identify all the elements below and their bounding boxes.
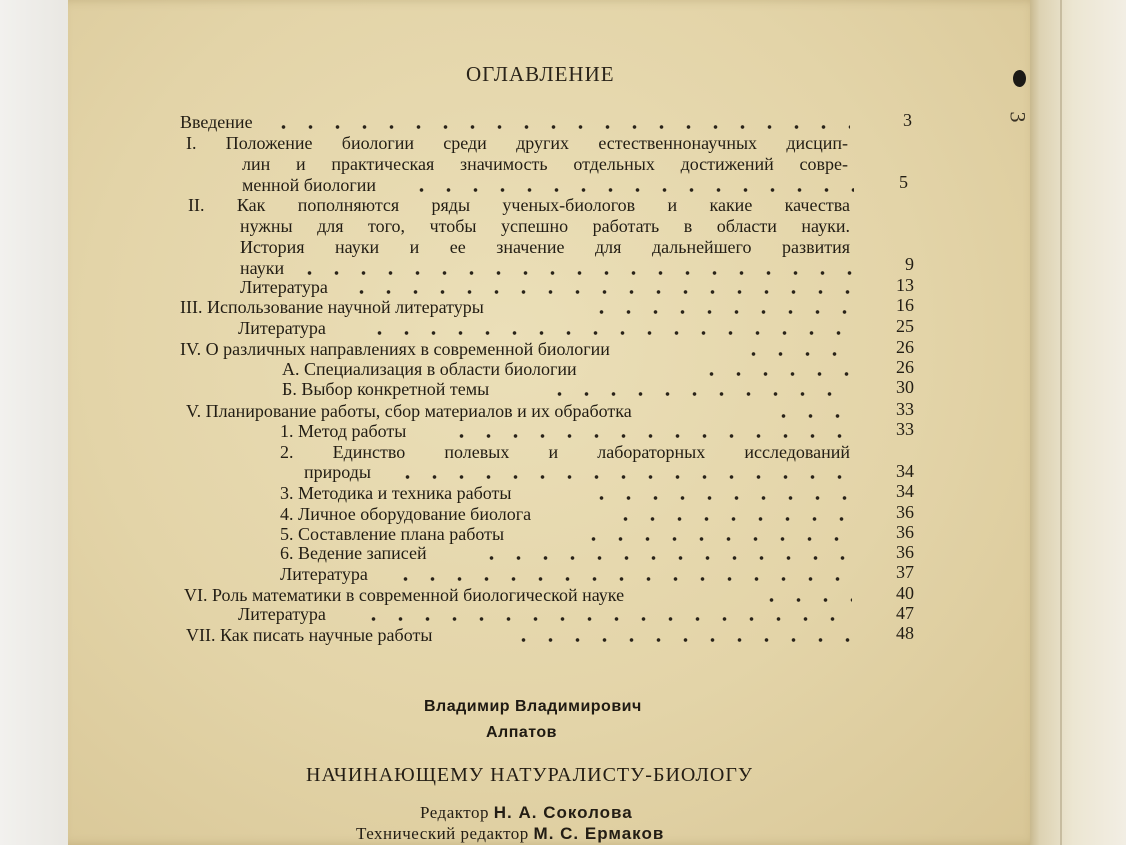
page-number: 26	[896, 337, 914, 357]
book-spine	[1030, 0, 1126, 845]
leader-dots	[348, 289, 852, 295]
leader-dots	[360, 616, 852, 622]
toc-entry-1-line-1: I. Положение биологии среди других естественнонаучных дисцип-	[186, 133, 848, 153]
tech-editor-name: М. С. Ермаков	[533, 824, 665, 843]
leader-dots	[758, 597, 852, 603]
page-number: 26	[896, 357, 914, 377]
toc-entry-2-line-3: История науки и ее значение для дальнейшего развития	[240, 237, 850, 257]
page-number: 30	[896, 377, 914, 397]
toc-entry-7: VII. Как писать научные работы	[186, 625, 433, 645]
leader-dots	[270, 124, 850, 130]
toc-entry-4a: А. Специализация в области биологии	[282, 359, 577, 379]
toc-entry-literature: Литература	[238, 318, 326, 338]
toc-entry-5-6: 6. Ведение записей	[280, 543, 427, 563]
toc-entry-1-line-2: лин и практическая значимость отдельных достижений совре-	[242, 154, 848, 174]
page-number: 40	[896, 583, 914, 603]
toc-entry-1-line-3: менной биологии	[242, 175, 376, 195]
page-number: 33	[896, 419, 914, 439]
leader-dots	[296, 270, 852, 276]
toc-entry-5-2-line-1: 2. Единство полевых и лабораторных исследований	[280, 442, 850, 462]
author-name: Владимир Владимирович	[424, 698, 642, 715]
leader-dots	[770, 413, 852, 419]
toc-entry-4b: Б. Выбор конкретной темы	[282, 379, 490, 399]
leader-dots	[698, 371, 852, 377]
page-number: 25	[896, 316, 914, 336]
page-number: 33	[896, 399, 914, 419]
toc-title: ОГЛАВЛЕНИЕ	[466, 62, 615, 86]
page-number: 36	[896, 522, 914, 542]
page-number: 36	[896, 542, 914, 562]
page-number: 34	[896, 461, 914, 481]
editor-role: Редактор	[420, 803, 489, 822]
toc-entry-5-2-line-2: природы	[304, 462, 371, 482]
leader-dots	[588, 309, 852, 315]
leader-dots	[546, 391, 852, 397]
page-number: 9	[905, 254, 914, 274]
page-number: 36	[896, 502, 914, 522]
leader-dots	[478, 555, 852, 561]
leader-dots	[588, 495, 852, 501]
leader-dots	[408, 187, 854, 193]
leader-dots	[394, 474, 852, 480]
page-number: 37	[896, 562, 914, 582]
editor-credit	[420, 803, 633, 823]
page-number: 16	[896, 295, 914, 315]
spine-crease	[1060, 0, 1062, 845]
toc-entry-5-3: 3. Методика и техника работы	[280, 483, 512, 503]
toc-entry-3: III. Использование научной литературы	[180, 297, 484, 317]
tech-editor-role: Технический редактор	[356, 824, 529, 843]
leader-dots	[392, 576, 852, 582]
leader-dots	[366, 330, 852, 336]
toc-entry-4: IV. О различных направлениях в современной биологии	[180, 339, 610, 359]
toc-entry-literature: Литература	[240, 277, 328, 297]
toc-entry-2-line-4: науки	[240, 258, 285, 278]
toc-entry-literature: Литература	[238, 604, 326, 624]
leader-dots	[612, 516, 852, 522]
tech-editor-credit	[356, 824, 664, 844]
spine-hole	[1013, 70, 1026, 87]
leader-dots	[580, 536, 852, 542]
page-number: 34	[896, 481, 914, 501]
toc-entry-literature: Литература	[280, 564, 368, 584]
toc-entry-5-5: 5. Составление плана работы	[280, 524, 505, 544]
page-number: 48	[896, 623, 914, 643]
leader-dots	[448, 433, 852, 439]
toc-entry-5-1: 1. Метод работы	[280, 421, 407, 441]
author-surname: Алпатов	[486, 724, 558, 741]
toc-entry-5: V. Планирование работы, сбор материалов и их обработка	[186, 401, 632, 421]
toc-entry-5-4: 4. Личное оборудование биолога	[280, 504, 532, 524]
toc-entry-2-line-1: II. Как пополняются ряды ученых-биологов и какие качества	[188, 195, 850, 215]
toc-entry-6: VI. Роль математики в современной биологической науке	[184, 585, 625, 605]
leader-dots	[740, 351, 852, 357]
editor-name: Н. А. Соколова	[493, 803, 633, 822]
page-number: 13	[896, 275, 914, 295]
spine-page-number: 3	[1005, 111, 1031, 123]
page-number: 3	[903, 110, 912, 130]
toc-entry-2-line-2: нужны для того, чтобы успешно работать в области науки.	[240, 216, 850, 236]
toc-entry-intro: Введение	[180, 112, 253, 132]
leader-dots	[510, 637, 852, 643]
background-left	[0, 0, 70, 845]
book-title: НАЧИНАЮЩЕМУ НАТУРАЛИСТУ-БИОЛОГУ	[306, 764, 754, 786]
page-number: 47	[896, 603, 914, 623]
page-number: 5	[899, 172, 908, 192]
